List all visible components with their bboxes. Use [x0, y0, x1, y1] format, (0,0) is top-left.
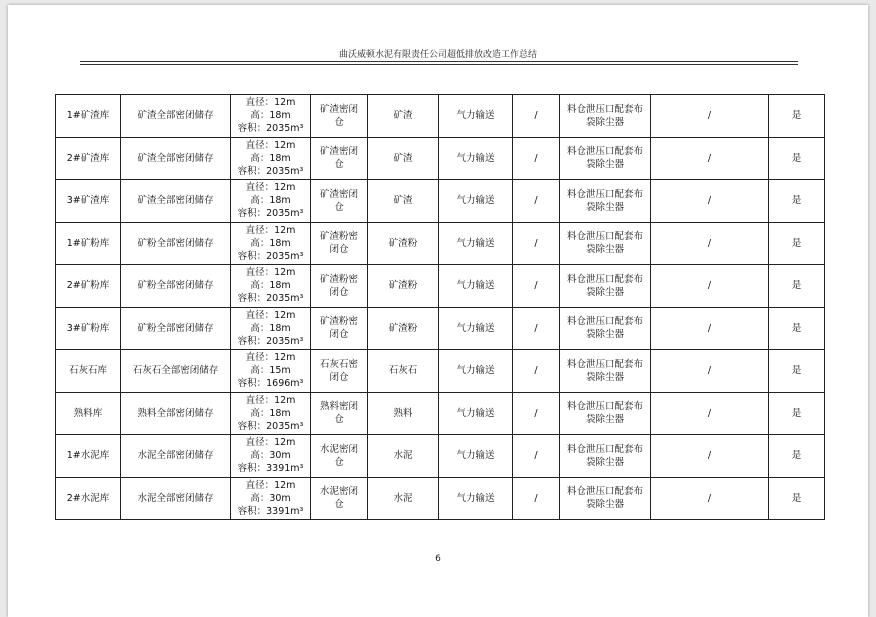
material-cell [368, 265, 439, 308]
material-cell [368, 435, 439, 478]
page-number: 6 [435, 554, 441, 564]
silo-name: 2#矿粉库 [66, 280, 110, 292]
storage-method-cell [121, 95, 231, 138]
volume-value: 容积：2035m³ [237, 165, 304, 177]
storage-method: 石灰石全部密闭储存 [132, 365, 219, 377]
storage-method: 矿粉全部密闭储存 [137, 237, 214, 249]
diameter-value: 直径：12m [245, 267, 296, 279]
compliance-cell [769, 307, 825, 350]
storage-method-cell [121, 180, 231, 223]
transport-cell [439, 307, 513, 350]
compliance-value: 是 [791, 322, 802, 334]
diameter-value: 直径：12m [245, 97, 296, 109]
dust-control-cell [560, 137, 651, 180]
silo-name-cell [56, 477, 121, 520]
closed-silo-line: 仓 [334, 116, 344, 128]
height-value: 高：18m [250, 407, 291, 419]
closed-silo-line: 仓 [334, 159, 344, 171]
transport-cell [439, 435, 513, 478]
compliance-value: 是 [791, 365, 802, 377]
storage-method-cell [121, 137, 231, 180]
material-name: 水泥 [393, 450, 413, 462]
storage-method-cell [121, 222, 231, 265]
column9-cell [651, 180, 769, 223]
diameter-value: 直径：12m [245, 394, 296, 406]
height-value: 高：15m [250, 365, 291, 377]
column7-cell [513, 137, 560, 180]
closed-silo-cell [311, 350, 368, 393]
material-cell [368, 477, 439, 520]
diameter-value: 直径：12m [245, 309, 296, 321]
silo-name-cell [56, 137, 121, 180]
closed-silo-cell [311, 180, 368, 223]
dust-control-cell [560, 477, 651, 520]
volume-value: 容积：3391m³ [237, 463, 304, 475]
material-cell [368, 95, 439, 138]
column9-cell [651, 392, 769, 435]
closed-silo-line: 水泥密闭 [319, 443, 358, 455]
storage-method: 矿渣全部密闭储存 [137, 110, 214, 122]
dust-control-line: 袋除尘器 [585, 116, 624, 128]
dust-control-cell [560, 392, 651, 435]
silo-name-cell [56, 95, 121, 138]
dust-control-line: 料仓泄压口配套布 [566, 316, 643, 328]
height-value: 高：18m [250, 152, 291, 164]
closed-silo-line: 矿渣粉密 [319, 273, 358, 285]
transport-method: 气力输送 [456, 365, 495, 377]
material-name: 矿渣 [393, 195, 413, 207]
column9-value: / [707, 322, 712, 334]
dimensions-cell [231, 307, 311, 350]
column9-cell [651, 137, 769, 180]
silo-name-cell [56, 265, 121, 308]
compliance-cell [769, 435, 825, 478]
transport-cell [439, 477, 513, 520]
dust-control-line: 袋除尘器 [585, 159, 624, 171]
column7-value: / [534, 365, 538, 377]
storage-method: 矿渣全部密闭储存 [137, 195, 214, 207]
closed-silo-line: 闭仓 [329, 329, 349, 341]
closed-silo-line: 闭仓 [329, 244, 349, 256]
dust-control-cell [560, 350, 651, 393]
dust-control-line: 料仓泄压口配套布 [566, 486, 643, 498]
silo-name-cell [56, 307, 121, 350]
silo-name-cell [56, 350, 121, 393]
column7-cell [513, 95, 560, 138]
dust-control-line: 料仓泄压口配套布 [566, 273, 643, 285]
column9-cell [651, 350, 769, 393]
column7-cell [513, 477, 560, 520]
header-divider [80, 61, 798, 65]
compliance-cell [769, 392, 825, 435]
closed-silo-line: 矿渣密闭 [319, 188, 358, 200]
table-row [56, 477, 825, 520]
material-name: 矿渣 [393, 152, 413, 164]
material-cell [368, 307, 439, 350]
silo-name: 2#矿渣库 [66, 152, 110, 164]
dust-control-line: 料仓泄压口配套布 [566, 443, 643, 455]
table-row [56, 137, 825, 180]
silo-name: 1#水泥库 [66, 450, 110, 462]
column7-value: / [534, 407, 538, 419]
closed-silo-line: 闭仓 [329, 286, 349, 298]
diameter-value: 直径：12m [245, 182, 296, 194]
silo-name-cell [56, 392, 121, 435]
dimensions-cell [231, 222, 311, 265]
dust-control-cell [560, 435, 651, 478]
compliance-cell [769, 180, 825, 223]
table-row [56, 392, 825, 435]
dust-control-line: 袋除尘器 [585, 329, 624, 341]
compliance-cell [769, 477, 825, 520]
storage-method: 水泥全部密闭储存 [137, 492, 214, 504]
column9-value: / [707, 492, 712, 504]
column7-value: / [534, 237, 538, 249]
compliance-value: 是 [791, 450, 802, 462]
column7-cell [513, 435, 560, 478]
height-value: 高：18m [250, 110, 291, 122]
silo-name-cell [56, 180, 121, 223]
column7-cell [513, 265, 560, 308]
dimensions-cell [231, 477, 311, 520]
compliance-value: 是 [791, 237, 802, 249]
compliance-value: 是 [791, 407, 802, 419]
silo-name: 2#水泥库 [66, 492, 110, 504]
column7-cell [513, 307, 560, 350]
closed-silo-line: 水泥密闭 [319, 486, 358, 498]
storage-table-body [56, 95, 825, 520]
compliance-cell [769, 95, 825, 138]
diameter-value: 直径：12m [245, 437, 296, 449]
transport-cell [439, 265, 513, 308]
material-name: 矿渣粉 [388, 237, 418, 249]
dimensions-cell [231, 95, 311, 138]
column9-value: / [707, 195, 712, 207]
storage-method: 矿渣全部密闭储存 [137, 152, 214, 164]
material-cell [368, 350, 439, 393]
material-cell [368, 392, 439, 435]
column7-cell [513, 222, 560, 265]
closed-silo-cell [311, 222, 368, 265]
transport-method: 气力输送 [456, 322, 495, 334]
silo-name: 1#矿粉库 [66, 237, 110, 249]
closed-silo-line: 仓 [334, 201, 344, 213]
height-value: 高：18m [250, 280, 291, 292]
transport-method: 气力输送 [456, 110, 495, 122]
closed-silo-cell [311, 137, 368, 180]
column7-cell [513, 350, 560, 393]
storage-table [55, 94, 825, 520]
dimensions-cell [231, 350, 311, 393]
closed-silo-cell [311, 265, 368, 308]
transport-cell [439, 95, 513, 138]
diameter-value: 直径：12m [245, 224, 296, 236]
dust-control-line: 袋除尘器 [585, 201, 624, 213]
column9-value: / [707, 110, 712, 122]
column9-cell [651, 435, 769, 478]
diameter-value: 直径：12m [245, 352, 296, 364]
dust-control-line: 袋除尘器 [585, 499, 624, 511]
closed-silo-line: 矿渣粉密 [319, 316, 358, 328]
height-value: 高：30m [250, 450, 291, 462]
material-cell [368, 222, 439, 265]
column7-value: / [534, 322, 538, 334]
volume-value: 容积：2035m³ [237, 208, 304, 220]
volume-value: 容积：2035m³ [237, 420, 304, 432]
dust-control-line: 料仓泄压口配套布 [566, 103, 643, 115]
table-row [56, 95, 825, 138]
silo-name-cell [56, 435, 121, 478]
closed-silo-line: 矿渣密闭 [319, 146, 358, 158]
closed-silo-line: 矿渣密闭 [319, 103, 358, 115]
material-cell [368, 137, 439, 180]
column9-value: / [707, 152, 712, 164]
column9-cell [651, 477, 769, 520]
dust-control-line: 料仓泄压口配套布 [566, 146, 643, 158]
dust-control-cell [560, 95, 651, 138]
closed-silo-line: 熟料密闭 [319, 401, 358, 413]
table-row [56, 265, 825, 308]
storage-method: 矿粉全部密闭储存 [137, 280, 214, 292]
column9-value: / [707, 450, 712, 462]
transport-method: 气力输送 [456, 407, 495, 419]
table-row [56, 222, 825, 265]
silo-name: 3#矿渣库 [66, 195, 110, 207]
column7-value: / [534, 152, 538, 164]
closed-silo-line: 石灰石密 [319, 358, 358, 370]
closed-silo-line: 矿渣粉密 [319, 231, 358, 243]
volume-value: 容积：2035m³ [237, 293, 304, 305]
dust-control-line: 袋除尘器 [585, 244, 624, 256]
diameter-value: 直径：12m [245, 479, 296, 491]
transport-method: 气力输送 [456, 450, 495, 462]
material-name: 水泥 [393, 492, 413, 504]
height-value: 高：18m [250, 195, 291, 207]
volume-value: 容积：2035m³ [237, 250, 304, 262]
transport-cell [439, 392, 513, 435]
closed-silo-line: 仓 [334, 414, 344, 426]
material-cell [368, 180, 439, 223]
dust-control-line: 袋除尘器 [585, 371, 624, 383]
closed-silo-cell [311, 477, 368, 520]
volume-value: 容积：1696m³ [237, 378, 304, 390]
volume-value: 容积：2035m³ [237, 335, 304, 347]
closed-silo-cell [311, 307, 368, 350]
transport-method: 气力输送 [456, 152, 495, 164]
transport-cell [439, 350, 513, 393]
dust-control-cell [560, 222, 651, 265]
closed-silo-line: 仓 [334, 456, 344, 468]
closed-silo-line: 仓 [334, 499, 344, 511]
storage-method: 熟料全部密闭储存 [137, 407, 214, 419]
dust-control-line: 袋除尘器 [585, 286, 624, 298]
column9-value: / [707, 365, 712, 377]
table-row [56, 350, 825, 393]
dimensions-cell [231, 137, 311, 180]
dimensions-cell [231, 435, 311, 478]
compliance-value: 是 [791, 110, 802, 122]
transport-cell [439, 222, 513, 265]
material-name: 矿渣粉 [388, 322, 418, 334]
compliance-value: 是 [791, 195, 802, 207]
dust-control-cell [560, 265, 651, 308]
silo-name: 石灰石库 [68, 365, 107, 377]
material-name: 石灰石 [388, 365, 418, 377]
column9-cell [651, 95, 769, 138]
dust-control-cell [560, 180, 651, 223]
silo-name: 3#矿粉库 [66, 322, 110, 334]
height-value: 高：18m [250, 237, 291, 249]
storage-method-cell [121, 265, 231, 308]
dimensions-cell [231, 265, 311, 308]
compliance-value: 是 [791, 492, 802, 504]
silo-name: 熟料库 [73, 407, 103, 419]
column7-cell [513, 180, 560, 223]
transport-cell [439, 137, 513, 180]
diameter-value: 直径：12m [245, 139, 296, 151]
column9-cell [651, 307, 769, 350]
storage-method: 水泥全部密闭储存 [137, 450, 214, 462]
dust-control-cell [560, 307, 651, 350]
closed-silo-cell [311, 435, 368, 478]
column7-cell [513, 392, 560, 435]
storage-method-cell [121, 477, 231, 520]
transport-method: 气力输送 [456, 492, 495, 504]
dust-control-line: 料仓泄压口配套布 [566, 188, 643, 200]
column7-value: / [534, 280, 538, 292]
silo-name: 1#矿渣库 [66, 110, 110, 122]
storage-method: 矿粉全部密闭储存 [137, 322, 214, 334]
compliance-value: 是 [791, 280, 802, 292]
column7-value: / [534, 450, 538, 462]
height-value: 高：30m [250, 492, 291, 504]
table-row [56, 180, 825, 223]
table-row [56, 307, 825, 350]
column9-value: / [707, 237, 712, 249]
material-name: 熟料 [393, 407, 413, 419]
volume-value: 容积：3391m³ [237, 505, 304, 517]
compliance-cell [769, 350, 825, 393]
column7-value: / [534, 110, 538, 122]
material-name: 矿渣粉 [388, 280, 418, 292]
volume-value: 容积：2035m³ [237, 123, 304, 135]
column9-value: / [707, 407, 712, 419]
closed-silo-line: 闭仓 [329, 371, 349, 383]
material-name: 矿渣 [393, 110, 413, 122]
column9-cell [651, 265, 769, 308]
compliance-cell [769, 265, 825, 308]
compliance-value: 是 [791, 152, 802, 164]
dimensions-cell [231, 180, 311, 223]
page-header-title: 曲沃威顿水泥有限责任公司超低排放改造工作总结 [338, 50, 537, 60]
column7-value: / [534, 492, 538, 504]
storage-method-cell [121, 435, 231, 478]
dust-control-line: 料仓泄压口配套布 [566, 358, 643, 370]
closed-silo-cell [311, 392, 368, 435]
column9-cell [651, 222, 769, 265]
table-row [56, 435, 825, 478]
storage-method-cell [121, 350, 231, 393]
silo-name-cell [56, 222, 121, 265]
closed-silo-cell [311, 95, 368, 138]
transport-cell [439, 180, 513, 223]
dust-control-line: 料仓泄压口配套布 [566, 401, 643, 413]
storage-method-cell [121, 392, 231, 435]
column7-value: / [534, 195, 538, 207]
transport-method: 气力输送 [456, 280, 495, 292]
dimensions-cell [231, 392, 311, 435]
transport-method: 气力输送 [456, 195, 495, 207]
dust-control-line: 袋除尘器 [585, 414, 624, 426]
column9-value: / [707, 280, 712, 292]
document-page [8, 5, 868, 617]
dust-control-line: 袋除尘器 [585, 456, 624, 468]
height-value: 高：18m [250, 322, 291, 334]
storage-method-cell [121, 307, 231, 350]
dust-control-line: 料仓泄压口配套布 [566, 231, 643, 243]
compliance-cell [769, 222, 825, 265]
compliance-cell [769, 137, 825, 180]
transport-method: 气力输送 [456, 237, 495, 249]
